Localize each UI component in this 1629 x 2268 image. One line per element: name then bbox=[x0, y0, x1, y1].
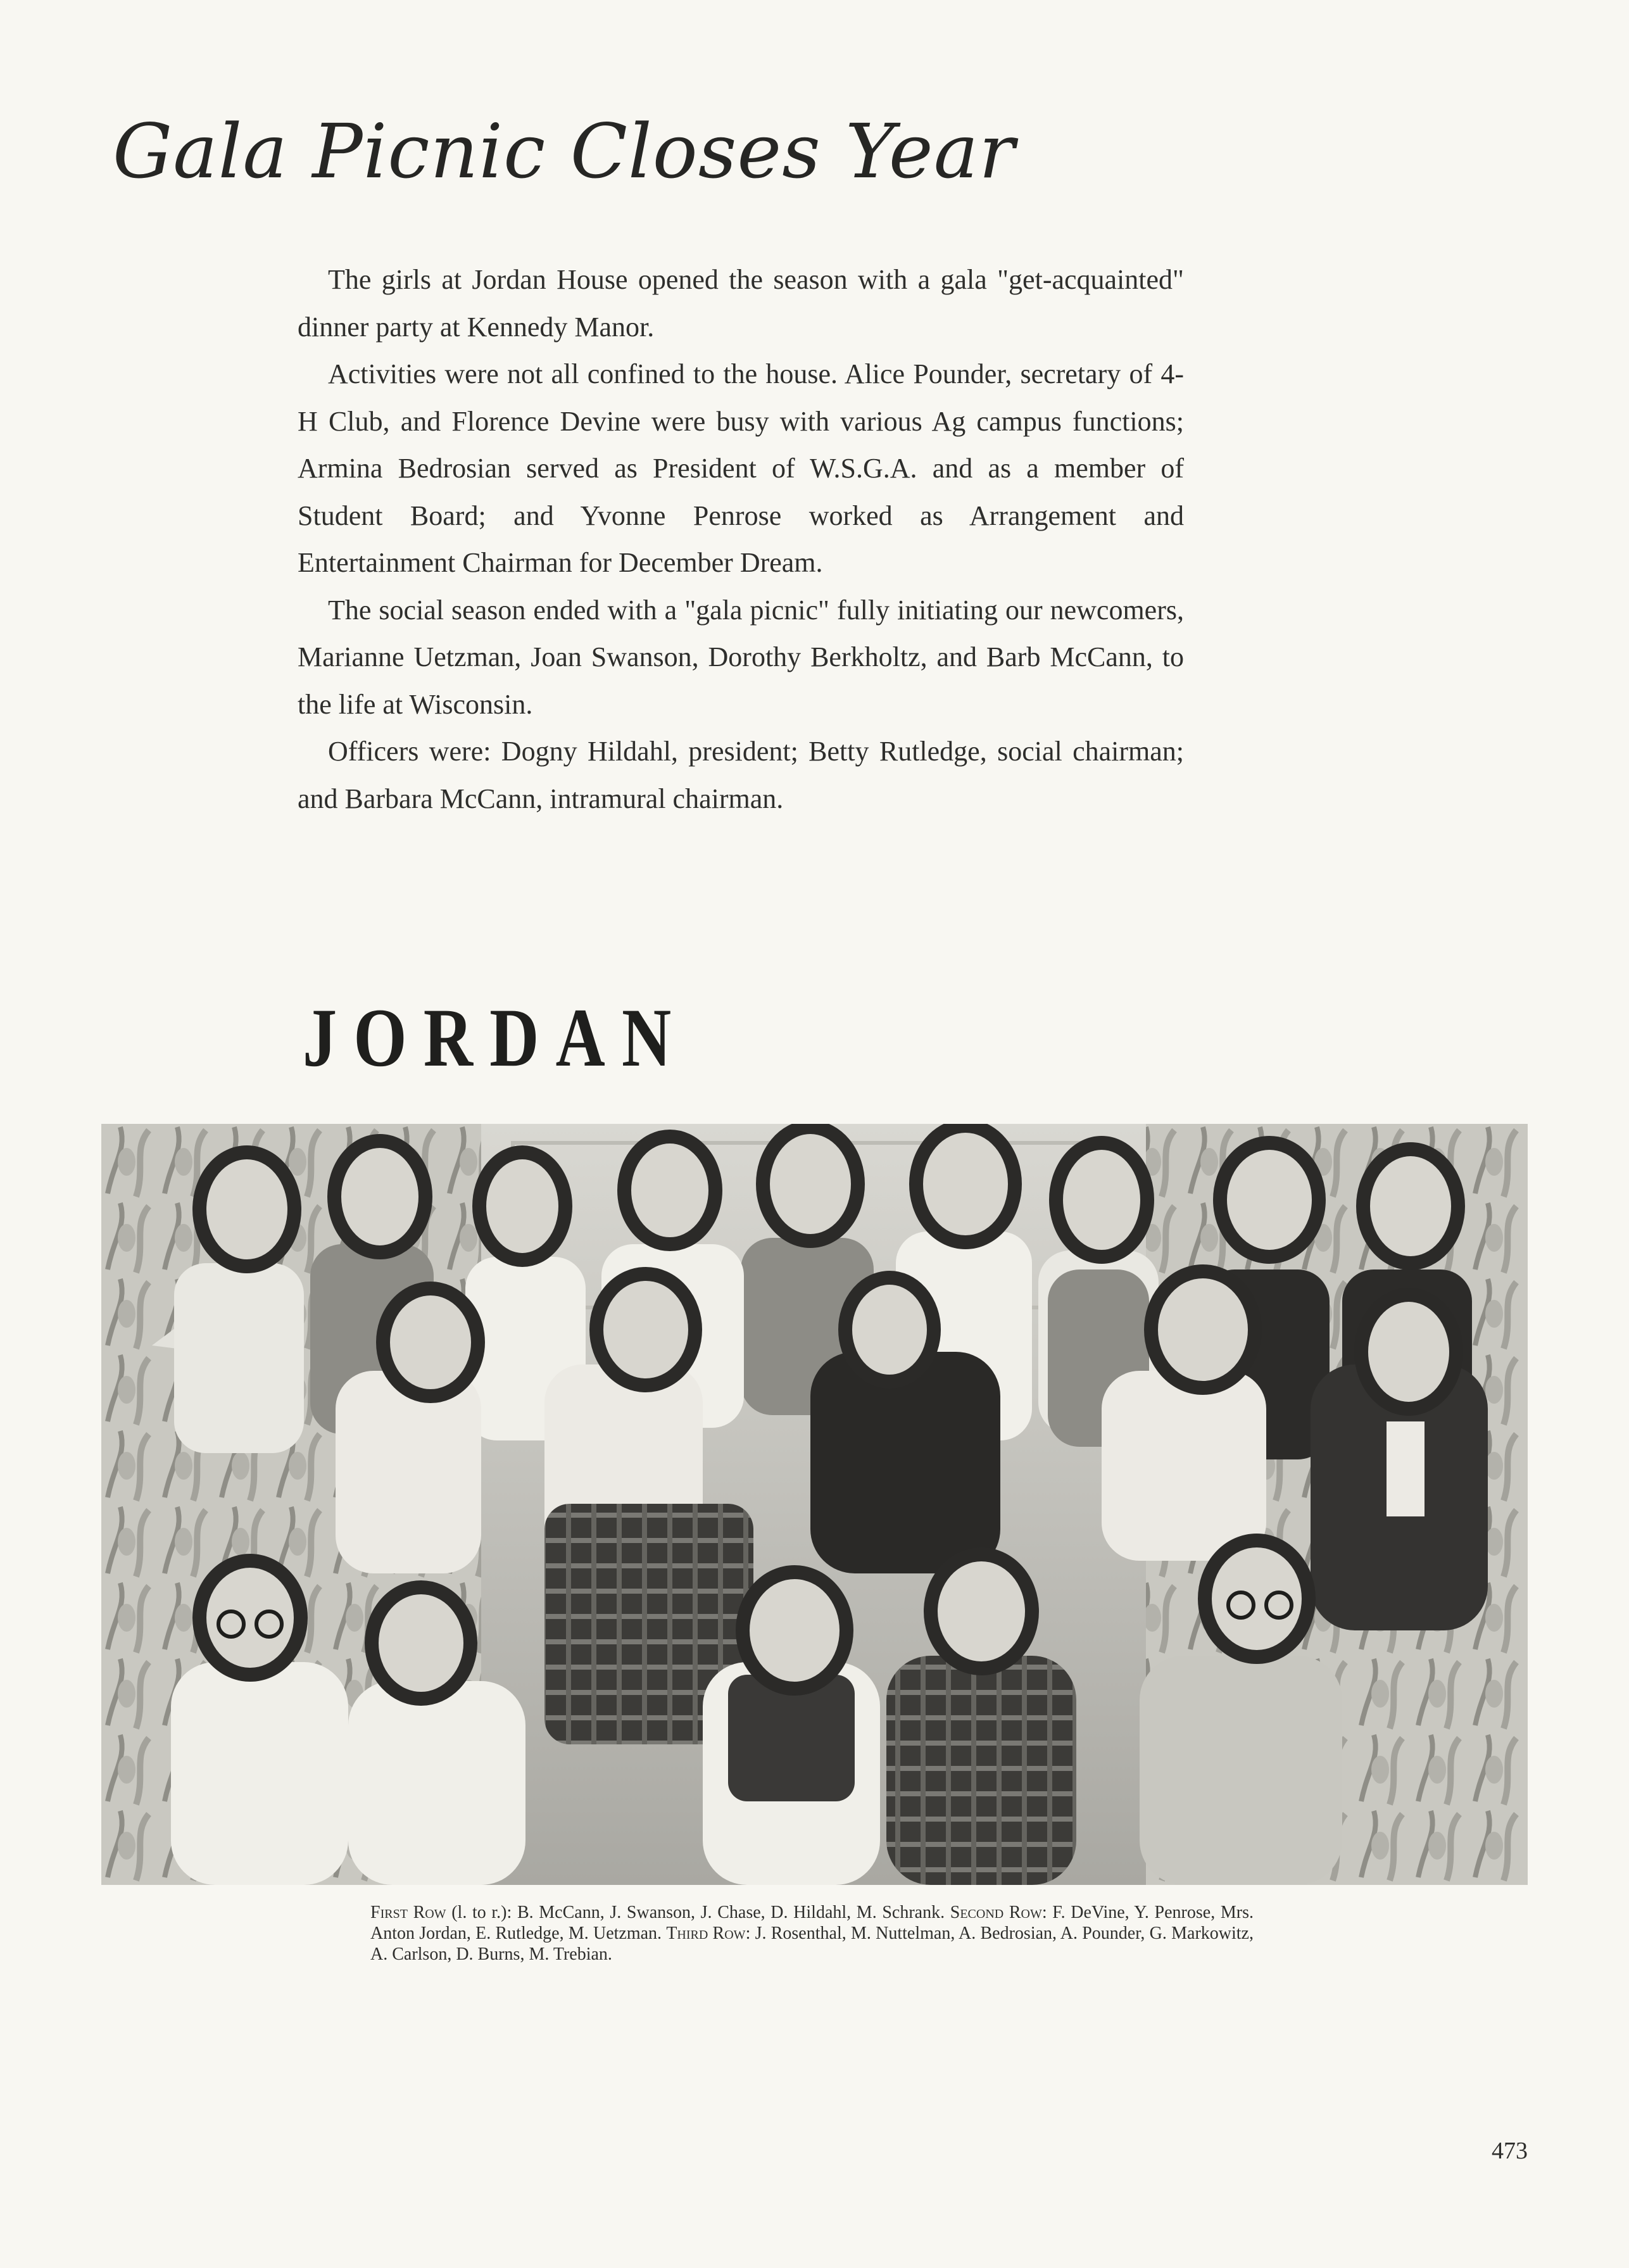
article-paragraph: The girls at Jordan House opened the season with a gala "get-acquainted" dinner party at Kennedy Manor. bbox=[298, 264, 1184, 343]
section-title: JORDAN bbox=[303, 991, 688, 1084]
article-paragraph: Officers were: Dogny Hildahl, president; Betty Rutledge, social chairman; and Barbara McCann, intramural chairman. bbox=[298, 736, 1184, 814]
article-paragraph: Activities were not all confined to the house. Alice Pounder, secretary of 4-H Club, and Florence Devine were busy with various Ag campus functions; Armina Bedrosian served as President of W.S.G.A. and as a member of Student Board; and Yvonne Penrose worked as Arrangement and Entertainment Chairman for December Dream. bbox=[298, 358, 1184, 578]
group-photo bbox=[101, 1124, 1528, 1885]
caption-second-row-label: Second Row bbox=[950, 1903, 1042, 1922]
article-body bbox=[298, 256, 1184, 822]
article-paragraph: The social season ended with a "gala picnic" fully initiating our newcomers, Marianne Uetzman, Joan Swanson, Dorothy Berkholtz, and Barb McCann, to the life at Wisconsin. bbox=[298, 594, 1184, 720]
headline: Gala Picnic Closes Year bbox=[113, 108, 1016, 195]
caption-first-row-text: (l. to r.): B. McCann, J. Swanson, J. Chase, D. Hildahl, M. Schrank. bbox=[446, 1903, 950, 1922]
photo-caption bbox=[370, 1902, 1254, 1965]
caption-third-row-label: Third Row bbox=[666, 1924, 746, 1943]
caption-second-row-text: : F. DeVine, Y. Penrose, Mrs. Anton Jordan, E. Rutledge, M. Uetzman. bbox=[370, 1903, 1254, 1943]
page-number: 473 bbox=[1492, 2138, 1528, 2164]
caption-third-row-text: : J. Rosenthal, M. Nuttelman, A. Bedrosian, A. Pounder, G. Markowitz, A. Carlson, D. Burns, M. Trebian. bbox=[370, 1924, 1254, 1964]
group-photo-illustration bbox=[101, 1124, 1528, 1885]
caption-first-row-label: First Row bbox=[370, 1903, 446, 1922]
